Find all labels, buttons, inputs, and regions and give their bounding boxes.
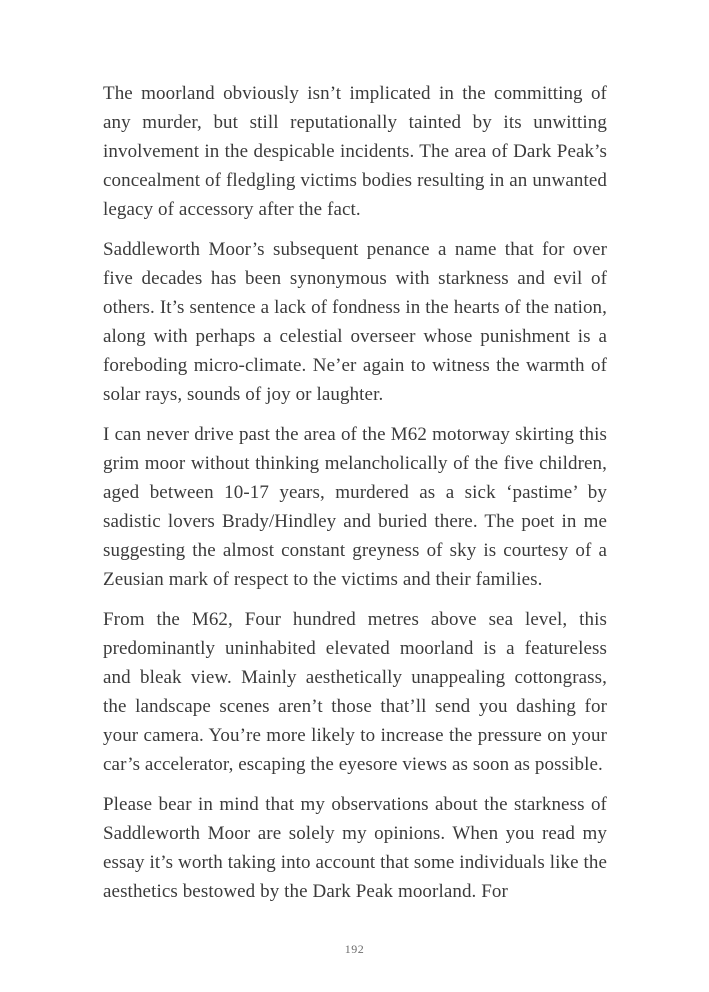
paragraph: I can never drive past the area of the M62 motorway skirting this grim moor without thinking melancholically of the five children, aged between 10-17 years, murdered as a sick ‘pastime’ by sadistic lovers Brady/Hindley and buried there. The poet in me suggesting the almost constant greyness of sky is courtesy of a Zeusian mark of respect to the victims and their families. — [103, 424, 607, 590]
paragraph: From the M62, Four hundred metres above sea level, this predominantly uninhabited elevated moorland is a featureless and bleak view. Mainly aesthetically unappealing cottongrass, the landscape scenes aren’t those that’ll send you dashing for your camera. You’re more likely to increase the pressure on your car’s accelerator, escaping the eyesore views as soon as possible. — [103, 609, 607, 775]
paragraph: Saddleworth Moor’s subsequent penance a name that for over five decades has been synonymous with starkness and evil of others. It’s sentence a lack of fondness in the hearts of the nation, along with perhaps a celestial overseer whose punishment is a foreboding micro-climate. Ne’er again to witness the warmth of solar rays, sounds of joy or laughter. — [103, 239, 607, 405]
paragraph: The moorland obviously isn’t implicated in the committing of any murder, but still reputationally tainted by its unwitting involvement in the despicable incidents. The area of Dark Peak’s concealment of fledgling victims bodies resulting in an unwanted legacy of accessory after the fact. — [103, 83, 607, 220]
page-number: 192 — [344, 942, 365, 956]
paragraph: Please bear in mind that my observations about the starkness of Saddleworth Moor are solely my opinions. When you read my essay it’s worth taking into account that some individuals like the aesthetics bestowed by the Dark Peak moorland. For — [103, 794, 607, 902]
page-footer — [0, 940, 709, 958]
page-body — [103, 79, 607, 917]
